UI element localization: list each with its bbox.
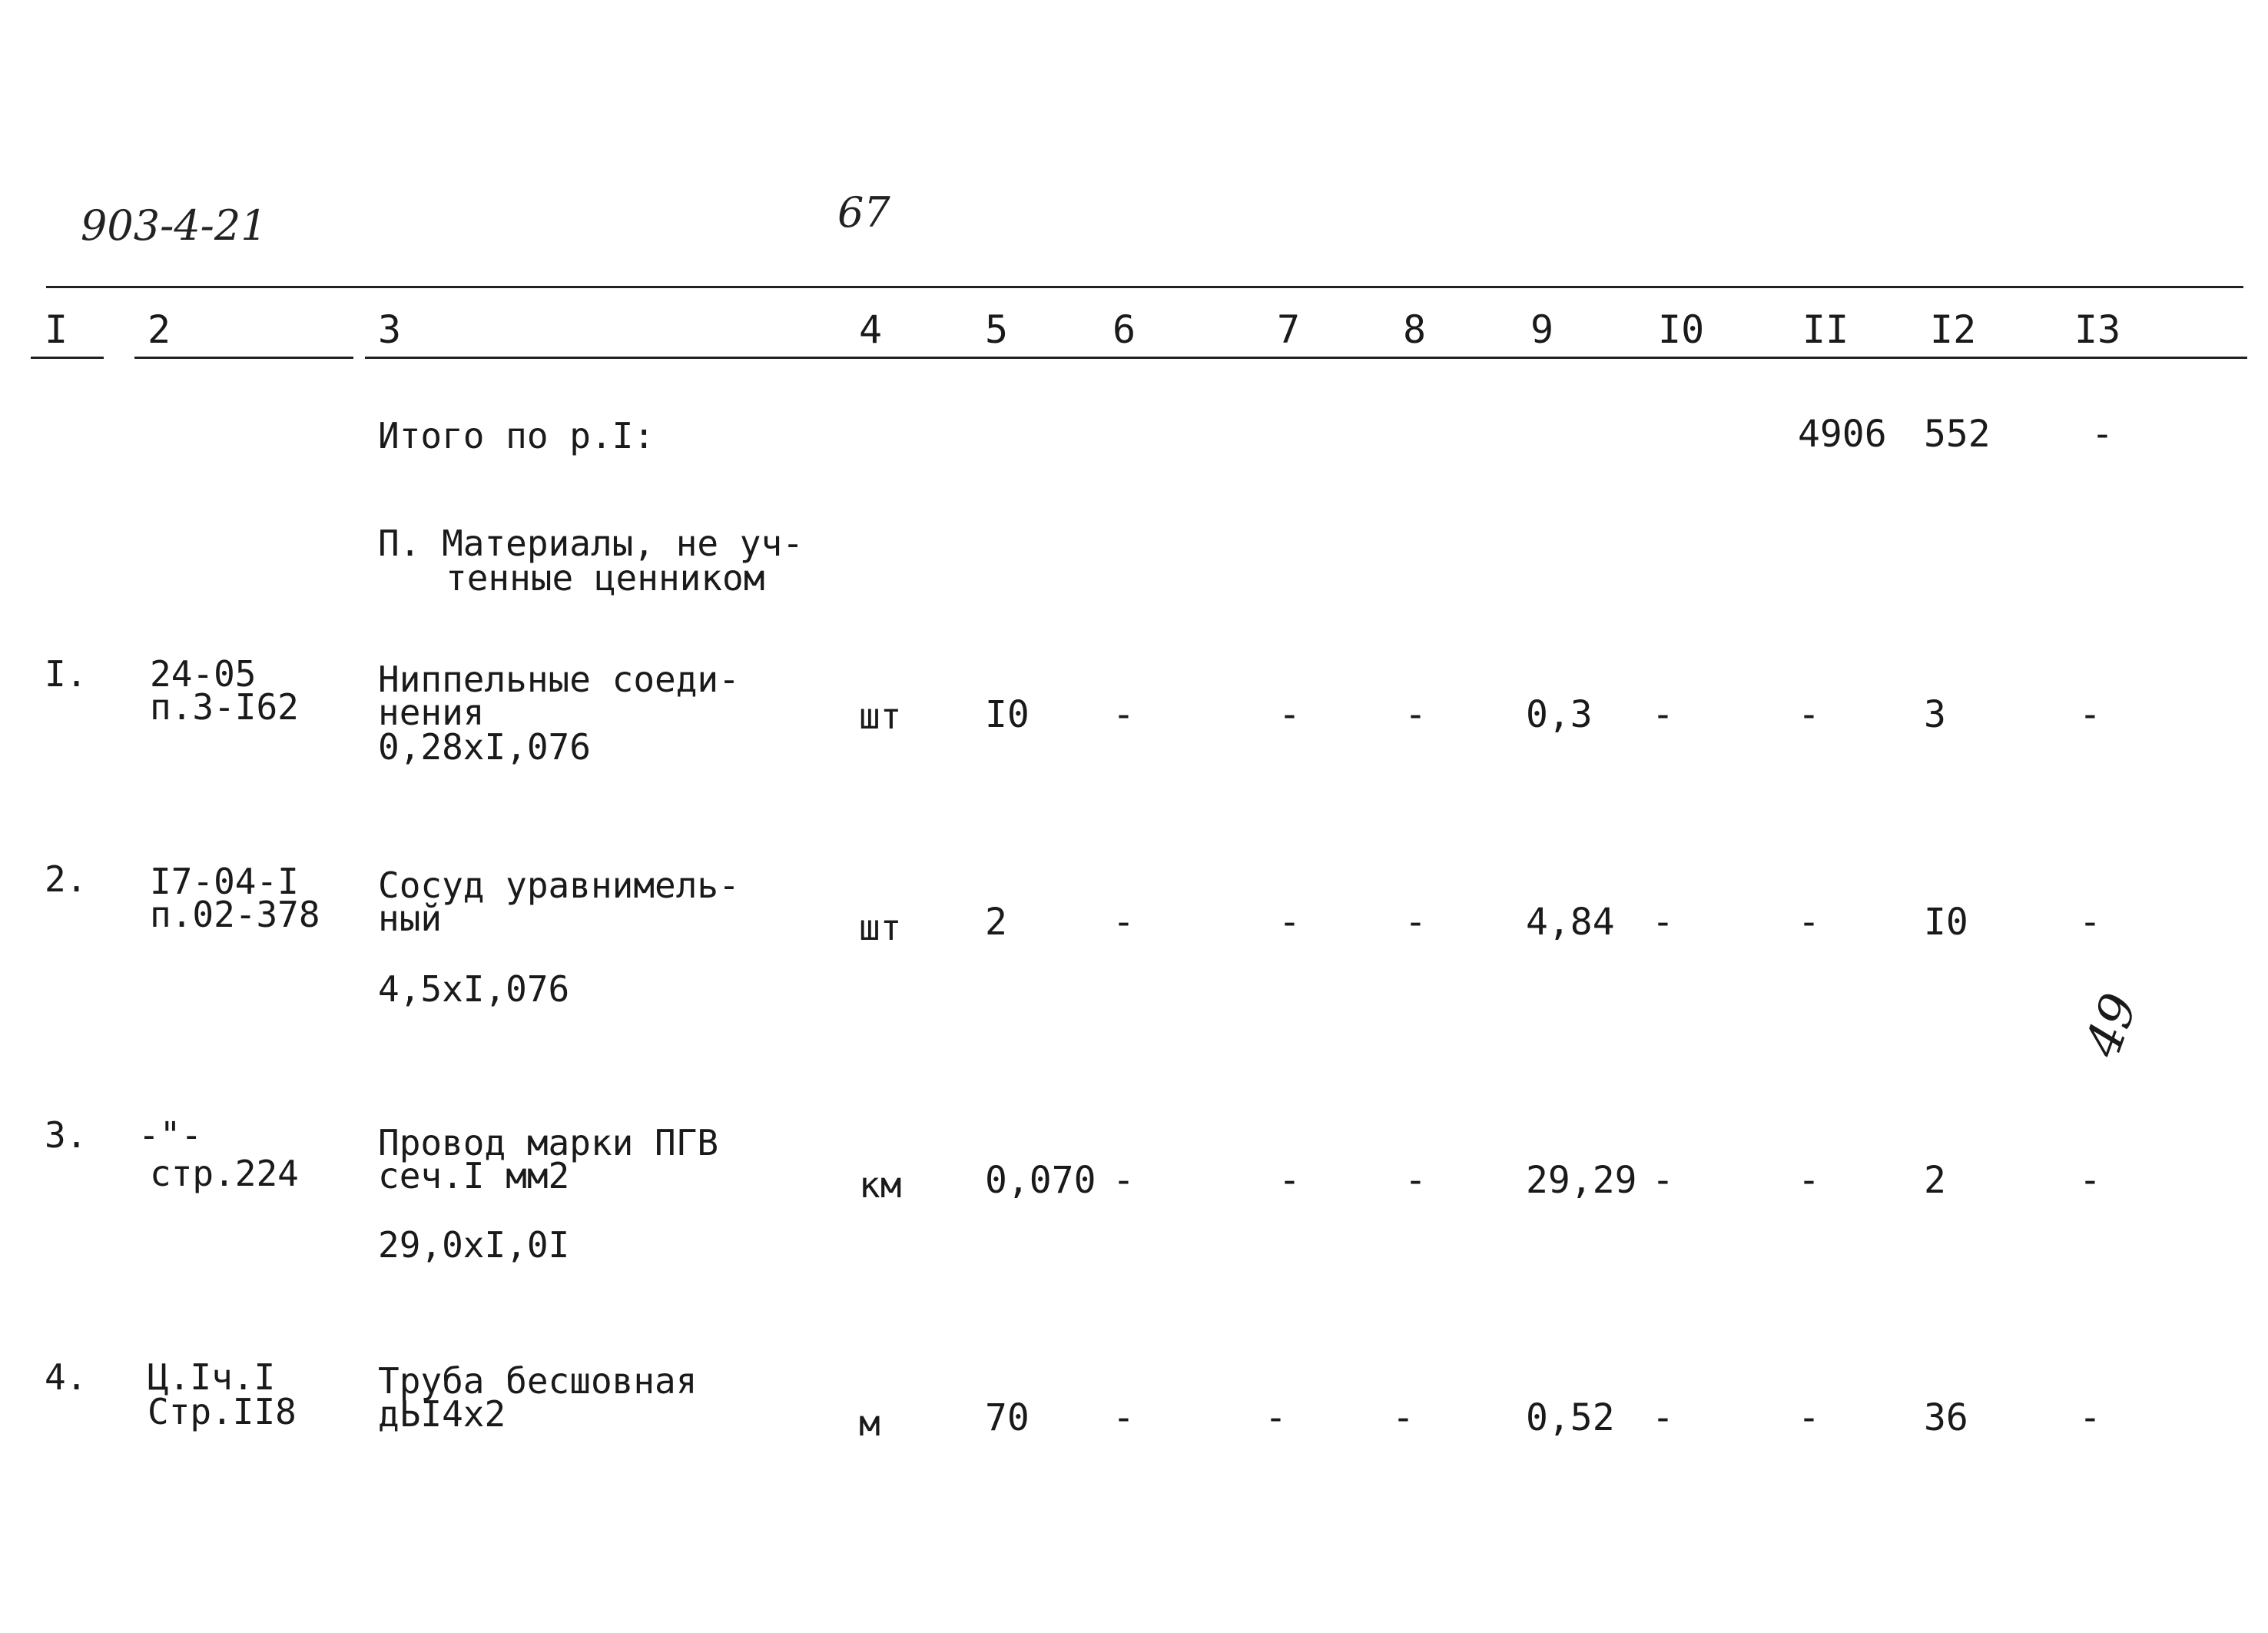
- row-number: 3.: [45, 1114, 88, 1156]
- row-col12: 36: [1924, 1396, 1968, 1439]
- row-col10: -: [1652, 1396, 1674, 1439]
- row-calc: 29,0хI,0I: [378, 1224, 570, 1266]
- column-header: 5: [985, 307, 1009, 352]
- row-col6: -: [1112, 693, 1135, 736]
- column-header: 6: [1112, 307, 1136, 352]
- row-reference: стр.224: [150, 1153, 299, 1194]
- row-unit: шт: [859, 907, 902, 948]
- row-col13: -: [2079, 1159, 2101, 1202]
- row-unit: шт: [859, 695, 902, 737]
- row-qty: 70: [985, 1396, 1030, 1439]
- column-header: 7: [1277, 307, 1301, 352]
- total-label: Итого по р.I:: [378, 415, 655, 456]
- column-header: 2: [148, 307, 171, 352]
- row-qty: 2: [985, 901, 1007, 944]
- column-header: 9: [1530, 307, 1554, 352]
- row-reference: п.3-I62: [150, 686, 299, 728]
- row-col10: -: [1652, 693, 1674, 736]
- row-name: сеч.I мм2: [378, 1155, 570, 1197]
- row-col6: -: [1112, 901, 1135, 944]
- document-code: 903-4-21: [81, 201, 267, 250]
- row-number: I.: [45, 653, 88, 695]
- row-name: Труба бесшовная: [378, 1360, 698, 1402]
- column-header: 3: [378, 307, 402, 352]
- row-reference: п.02-378: [150, 894, 320, 935]
- row-col7: -: [1278, 1159, 1301, 1202]
- row-calc: 0,28хI,076: [378, 726, 591, 768]
- row-col11: -: [1798, 1396, 1820, 1439]
- top-rule: [46, 286, 2243, 288]
- row-name: нения: [378, 692, 485, 733]
- header-underline: [134, 357, 353, 359]
- column-header: I3: [2074, 307, 2121, 352]
- section-heading-line1: П. Материалы, не уч-: [378, 523, 804, 564]
- row-col7: -: [1278, 693, 1301, 736]
- column-header: I: [45, 307, 68, 352]
- row-name: Сосуд уравнимель-: [378, 865, 740, 906]
- row-name: дЬI4х2: [378, 1393, 506, 1435]
- row-col12: I0: [1924, 901, 1968, 944]
- row-col12: 3: [1924, 693, 1946, 736]
- row-col8: -: [1404, 693, 1427, 736]
- row-col6: -: [1112, 1159, 1135, 1202]
- row-unit: м: [859, 1402, 880, 1444]
- row-col11: -: [1798, 693, 1820, 736]
- row-col9: 0,3: [1526, 693, 1593, 736]
- row-col8: -: [1392, 1396, 1414, 1439]
- column-header: II: [1802, 307, 1849, 352]
- column-header: 4: [859, 307, 883, 352]
- row-col11: -: [1798, 901, 1820, 944]
- row-col10: -: [1652, 1159, 1674, 1202]
- header-underline: [31, 357, 104, 359]
- page-number: 67: [837, 188, 890, 237]
- row-reference: -"-: [138, 1114, 203, 1156]
- row-qty: I0: [985, 693, 1030, 736]
- row-col12: 2: [1924, 1159, 1946, 1202]
- row-reference: Ц.Iч.I: [148, 1356, 276, 1398]
- row-unit: км: [859, 1164, 902, 1206]
- row-qty: 0,070: [985, 1159, 1096, 1202]
- row-calc: 4,5хI,076: [378, 968, 570, 1010]
- row-reference: I7-04-I: [150, 861, 299, 902]
- row-col9: 0,52: [1526, 1396, 1615, 1439]
- column-header: I0: [1658, 307, 1705, 352]
- row-name: Провод марки ПГВ: [378, 1122, 719, 1163]
- row-col6: -: [1112, 1396, 1135, 1439]
- column-header: I2: [1930, 307, 1977, 352]
- total-col11: 4906: [1798, 413, 1887, 456]
- row-col13: -: [2079, 693, 2101, 736]
- row-col13: -: [2079, 1396, 2101, 1439]
- row-col8: -: [1404, 901, 1427, 944]
- row-col11: -: [1798, 1159, 1820, 1202]
- row-col10: -: [1652, 901, 1674, 944]
- row-col8: -: [1404, 1159, 1427, 1202]
- row-number: 2.: [45, 858, 88, 900]
- column-header: 8: [1403, 307, 1427, 352]
- row-reference: Стр.II8: [148, 1391, 297, 1432]
- row-reference: 24-05: [150, 653, 257, 695]
- row-name: ный: [378, 898, 443, 939]
- row-col7: -: [1278, 901, 1301, 944]
- total-col12: 552: [1924, 413, 1991, 456]
- total-col13: -: [2091, 413, 2114, 456]
- row-col9: 4,84: [1526, 901, 1615, 944]
- section-heading-line2: тенные ценником: [446, 557, 765, 599]
- row-number: 4.: [45, 1356, 88, 1398]
- row-col13: -: [2079, 901, 2101, 944]
- row-col9: 29,29: [1526, 1159, 1637, 1202]
- row-col7: -: [1265, 1396, 1287, 1439]
- margin-handwritten-mark: 49: [2074, 986, 2150, 1065]
- row-name: Ниппельные соеди-: [378, 659, 740, 700]
- header-underline: [365, 357, 2247, 359]
